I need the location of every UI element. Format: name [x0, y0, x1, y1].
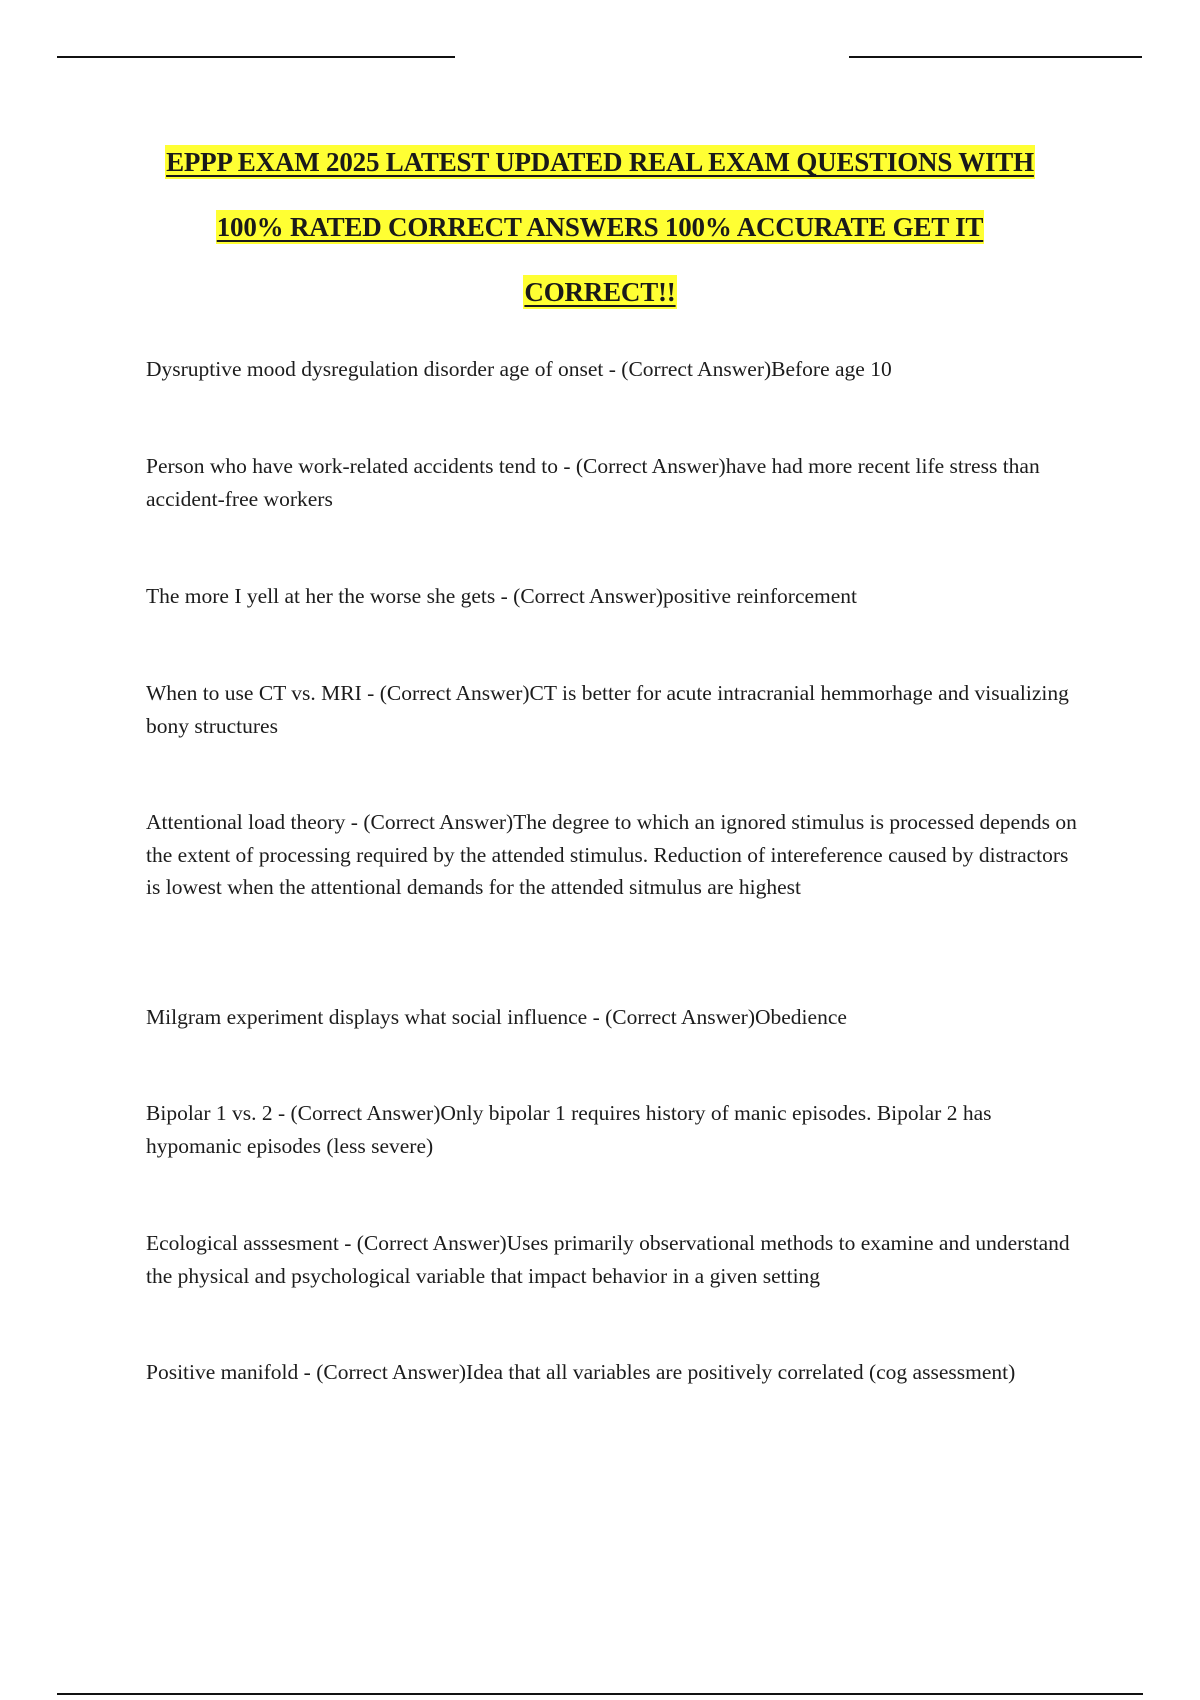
document-title [130, 140, 1070, 335]
header-rule-left [57, 56, 455, 58]
question-item-3: The more I yell at her the worse she gets - (Correct Answer)positive reinforcement [146, 584, 858, 608]
question-item-4: When to use CT vs. MRI - (Correct Answer)CT is better for acute intracranial hemmorhage and visualizing bony structures [146, 681, 1069, 738]
question-item-2: Person who have work-related accidents tend to - (Correct Answer)have had more recent life stress than accident-free workers [146, 454, 1040, 511]
footer-rule [57, 1693, 1143, 1695]
question-item-6: Milgram experiment displays what social influence - (Correct Answer)Obedience [146, 1005, 847, 1029]
question-item-7: Bipolar 1 vs. 2 - (Correct Answer)Only bipolar 1 requires history of manic episodes. Bipolar 2 has hypomanic episodes (less severe) [146, 1101, 992, 1158]
title-line-2-text: 100% RATED CORRECT ANSWERS 100% ACCURATE GET IT [216, 212, 984, 242]
question-item-5: Attentional load theory - (Correct Answer)The degree to which an ignored stimulus is processed depends on the extent of processing required by the attended stimulus. Reduction of intereference caused by distractors is lowest when the attentional demands for the attended sitmulus are highest [146, 810, 1077, 899]
title-line-1-text: EPPP EXAM 2025 LATEST UPDATED REAL EXAM QUESTIONS WITH [166, 147, 1034, 177]
question-item-8: Ecological asssesment - (Correct Answer)Uses primarily observational methods to examine and understand the physical and psychological variable that impact behavior in a given setting [146, 1231, 1070, 1288]
question-item-1: Dysruptive mood dysregulation disorder age of onset - (Correct Answer)Before age 10 [146, 357, 892, 381]
title-line-1 [130, 140, 1070, 205]
title-line-3-text: CORRECT!! [524, 277, 676, 307]
title-line-3 [130, 270, 1070, 335]
title-line-2 [130, 205, 1070, 270]
header-rule-right [849, 56, 1142, 58]
question-item-9: Positive manifold - (Correct Answer)Idea that all variables are positively correlated (cog assessment) [146, 1360, 1016, 1384]
